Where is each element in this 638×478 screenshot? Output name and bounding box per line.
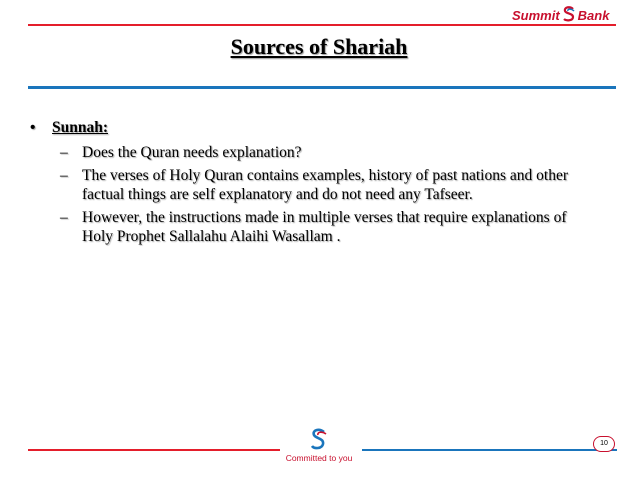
page-number-badge: 10 xyxy=(593,436,615,452)
sub-bullet-text: Does the Quran needs explanation? xyxy=(82,144,302,161)
header-rule xyxy=(28,24,616,26)
summit-bank-logo xyxy=(512,6,609,24)
sub-bullet-dash: – xyxy=(60,167,68,184)
slide-content xyxy=(30,118,600,250)
summit-s-logo-icon xyxy=(304,428,334,452)
sub-bullet-item xyxy=(60,166,600,204)
bullet-label: Sunnah: xyxy=(52,119,109,136)
sub-bullet-item xyxy=(60,208,600,246)
sub-bullet-text: However, the instructions made in multiple verses that require explanations of Holy Prophet Sallalahu Alaihi Wasallam . xyxy=(82,209,567,245)
slide-title: Sources of Shariah xyxy=(230,34,408,59)
title-rule xyxy=(28,86,616,89)
sub-bullet-item xyxy=(60,143,600,162)
footer-tagline: Committed to you xyxy=(285,453,353,463)
sub-bullet-text: The verses of Holy Quran contains examples, history of past nations and other factual things are self explanatory and do not need any Tafseer. xyxy=(82,167,568,203)
logo-bank-text: Bank xyxy=(577,7,610,23)
sub-bullet-dash: – xyxy=(60,209,68,226)
summit-s-icon xyxy=(562,6,576,25)
footer-blue-rule xyxy=(362,449,617,451)
bullet-sunnah xyxy=(30,118,600,137)
logo-summit-text: Summit xyxy=(512,7,560,23)
footer-red-rule xyxy=(28,449,280,451)
sub-bullet-dash: – xyxy=(60,144,68,161)
sub-bullet-list xyxy=(30,143,600,246)
bullet-symbol: • xyxy=(30,119,36,136)
